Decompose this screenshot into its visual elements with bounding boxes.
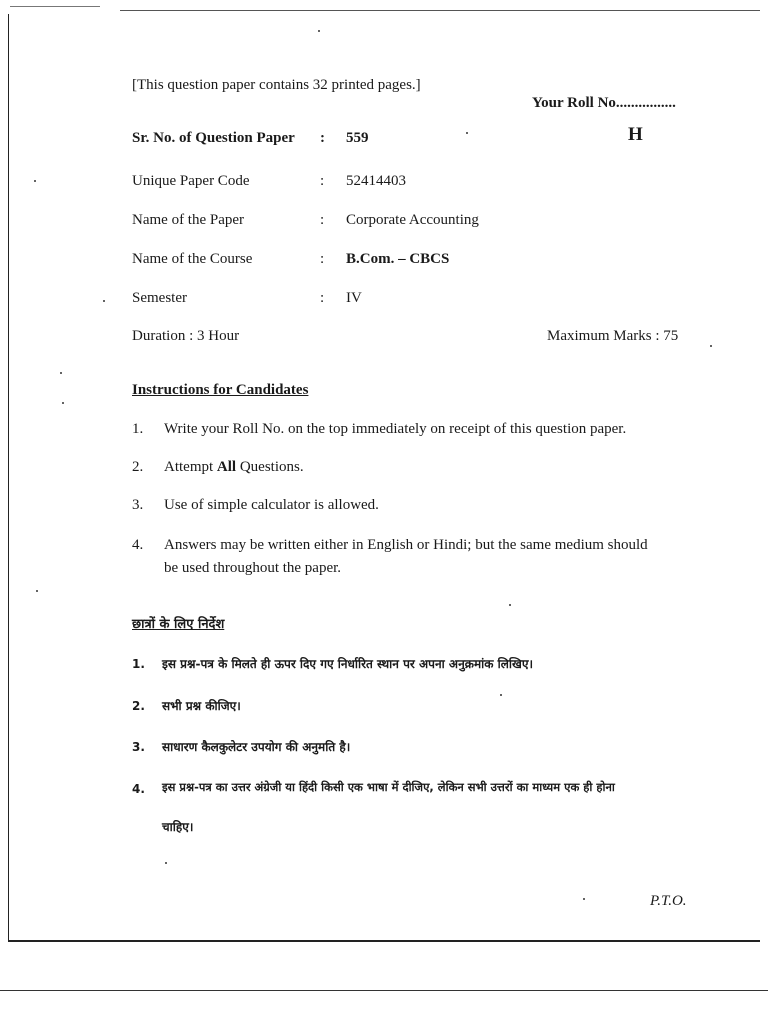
scan-speck xyxy=(466,132,468,134)
instruction-text: Attempt All Questions. xyxy=(164,459,304,475)
detail-label-paper-name: Name of the Paper xyxy=(132,212,245,228)
instruction-number: 3. xyxy=(132,497,144,513)
instruction-number: 4. xyxy=(132,537,144,553)
detail-value-serial: 559 xyxy=(346,130,369,146)
duration: Duration : 3 Hour xyxy=(132,328,240,344)
scan-speck xyxy=(583,898,585,900)
detail-sep: : xyxy=(320,173,325,189)
detail-label-course: Name of the Course xyxy=(132,251,253,267)
hindi-instruction-number: 2. xyxy=(132,699,145,713)
scan-speck xyxy=(165,862,167,864)
instruction-text: Use of simple calculator is allowed. xyxy=(164,497,379,513)
page-edge-left xyxy=(8,14,9,940)
detail-sep: : xyxy=(320,290,325,306)
scan-speck xyxy=(62,402,64,404)
instructions-heading-hindi: छात्रों के लिए निर्देश xyxy=(132,617,225,632)
instruction-text-continued: be used throughout the paper. xyxy=(164,560,342,576)
detail-label-serial: Sr. No. of Question Paper xyxy=(132,130,295,146)
hindi-instruction-text: साधारण कैलकुलेटर उपयोग की अनुमति है। xyxy=(162,740,351,754)
set-letter: H xyxy=(628,124,643,145)
scan-speck xyxy=(103,300,105,302)
scan-speck xyxy=(318,30,320,32)
hindi-instruction-text: इस प्रश्न-पत्र के मिलते ही ऊपर दिए गए निर्धारित स्थान पर अपना अनुक्रमांक लिखिए। xyxy=(162,657,534,671)
pages-note: [This question paper contains 32 printed pages.] xyxy=(132,77,421,93)
detail-value-paper-name: Corporate Accounting xyxy=(346,212,479,228)
page-edge-top-left xyxy=(10,6,100,7)
detail-sep: : xyxy=(320,130,325,146)
detail-label-semester: Semester xyxy=(132,290,187,306)
detail-sep: : xyxy=(320,251,325,267)
scan-speck xyxy=(36,590,38,592)
detail-value-course: B.Com. – CBCS xyxy=(346,251,450,267)
scan-speck xyxy=(710,345,712,347)
instruction-number: 1. xyxy=(132,421,144,437)
scan-speck xyxy=(34,180,36,182)
hindi-instruction-text-continued: चाहिए। xyxy=(162,820,194,834)
hindi-instruction-number: 4. xyxy=(132,782,145,796)
detail-value-semester: IV xyxy=(346,290,362,306)
detail-value-paper-code: 52414403 xyxy=(346,173,406,189)
page-edge-bottom xyxy=(8,940,760,942)
roll-number-field: Your Roll No................ xyxy=(532,95,676,111)
instruction-number: 2. xyxy=(132,459,144,475)
please-turn-over: P.T.O. xyxy=(650,893,687,909)
instructions-heading-english: Instructions for Candidates xyxy=(132,382,309,398)
scan-edge-line xyxy=(0,990,768,991)
detail-sep: : xyxy=(320,212,325,228)
scan-speck xyxy=(500,694,502,696)
maximum-marks: Maximum Marks : 75 xyxy=(547,328,679,344)
hindi-instruction-text: इस प्रश्न-पत्र का उत्तर अंग्रेजी या हिंदी किसी एक भाषा में दीजिए, लेकिन सभी उत्तरों का माध्यम एक ही होना xyxy=(162,780,615,794)
hindi-instruction-number: 1. xyxy=(132,657,145,671)
scan-speck xyxy=(509,604,511,606)
page-edge-top xyxy=(120,10,760,11)
instruction-text: Answers may be written either in English or Hindi; but the same medium should xyxy=(164,537,648,553)
hindi-instruction-number: 3. xyxy=(132,740,145,754)
scan-speck xyxy=(60,372,62,374)
instruction-text: Write your Roll No. on the top immediately on receipt of this question paper. xyxy=(164,421,627,437)
hindi-instruction-text: सभी प्रश्न कीजिए। xyxy=(162,699,241,713)
detail-label-paper-code: Unique Paper Code xyxy=(132,173,250,189)
